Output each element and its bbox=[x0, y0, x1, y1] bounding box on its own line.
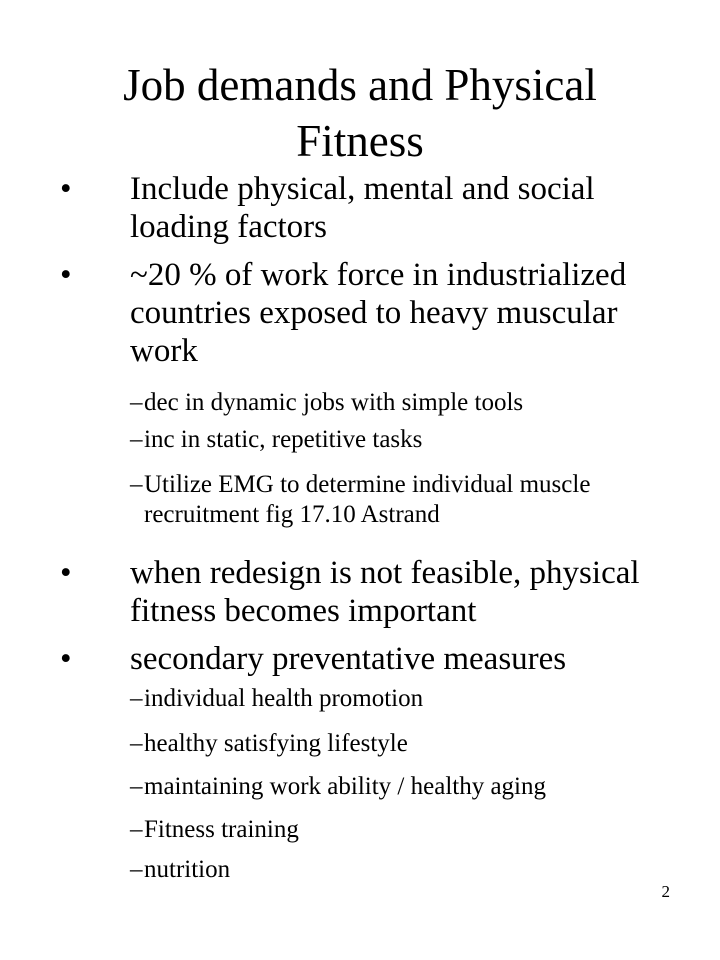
bullet-marker: • bbox=[60, 555, 72, 591]
sub-bullet-item bbox=[130, 388, 690, 418]
sub-bullet-item bbox=[130, 729, 690, 759]
sub-bullet-text: Utilize EMG to determine individual muscle recruitment fig 17.10 Astrand bbox=[144, 471, 591, 528]
sub-bullet-text: healthy satisfying lifestyle bbox=[144, 730, 408, 757]
sub-bullet-text: dec in dynamic jobs with simple tools bbox=[144, 389, 524, 416]
bullet-text: when redesign is not feasible, physical fitness becomes important bbox=[130, 555, 640, 629]
sub-bullet-marker: – bbox=[130, 730, 143, 757]
sub-bullet-text: maintaining work ability / healthy aging bbox=[144, 773, 547, 800]
sub-bullet-text: nutrition bbox=[144, 856, 231, 883]
bullet-text: ~20 % of work force in industrialized countries exposed to heavy muscular work bbox=[130, 257, 627, 369]
bullet-text: Include physical, mental and social loading factors bbox=[130, 171, 595, 245]
sub-bullet-marker: – bbox=[130, 471, 143, 498]
bullet-item bbox=[60, 256, 690, 370]
sub-bullet-item bbox=[130, 772, 690, 802]
sub-bullet-marker: – bbox=[130, 426, 143, 453]
sub-bullet-marker: – bbox=[130, 856, 143, 883]
sub-bullet-marker: – bbox=[130, 816, 143, 843]
sub-bullet-item bbox=[130, 684, 690, 714]
sub-bullet-item bbox=[130, 425, 690, 455]
sub-bullet-marker: – bbox=[130, 389, 143, 416]
sub-bullet-marker: – bbox=[130, 773, 143, 800]
sub-bullet-text: inc in static, repetitive tasks bbox=[144, 426, 423, 453]
bullet-marker: • bbox=[60, 641, 72, 677]
slide-title: Job demands and Physical Fitness bbox=[123, 60, 597, 166]
sub-bullet-item bbox=[130, 815, 690, 845]
bullet-marker: • bbox=[60, 257, 72, 293]
page-number: 2 bbox=[661, 882, 670, 901]
sub-bullet-text: individual health promotion bbox=[144, 685, 424, 712]
sub-bullet-text: Fitness training bbox=[144, 816, 299, 843]
bullet-item bbox=[60, 554, 690, 630]
bullet-marker: • bbox=[60, 171, 72, 207]
sub-bullet-item bbox=[130, 470, 690, 530]
sub-bullet-item bbox=[130, 855, 690, 885]
bullet-text: secondary preventative measures bbox=[130, 641, 567, 677]
bullet-item bbox=[60, 170, 690, 246]
sub-bullet-marker: – bbox=[130, 685, 143, 712]
bullet-item bbox=[60, 640, 690, 678]
